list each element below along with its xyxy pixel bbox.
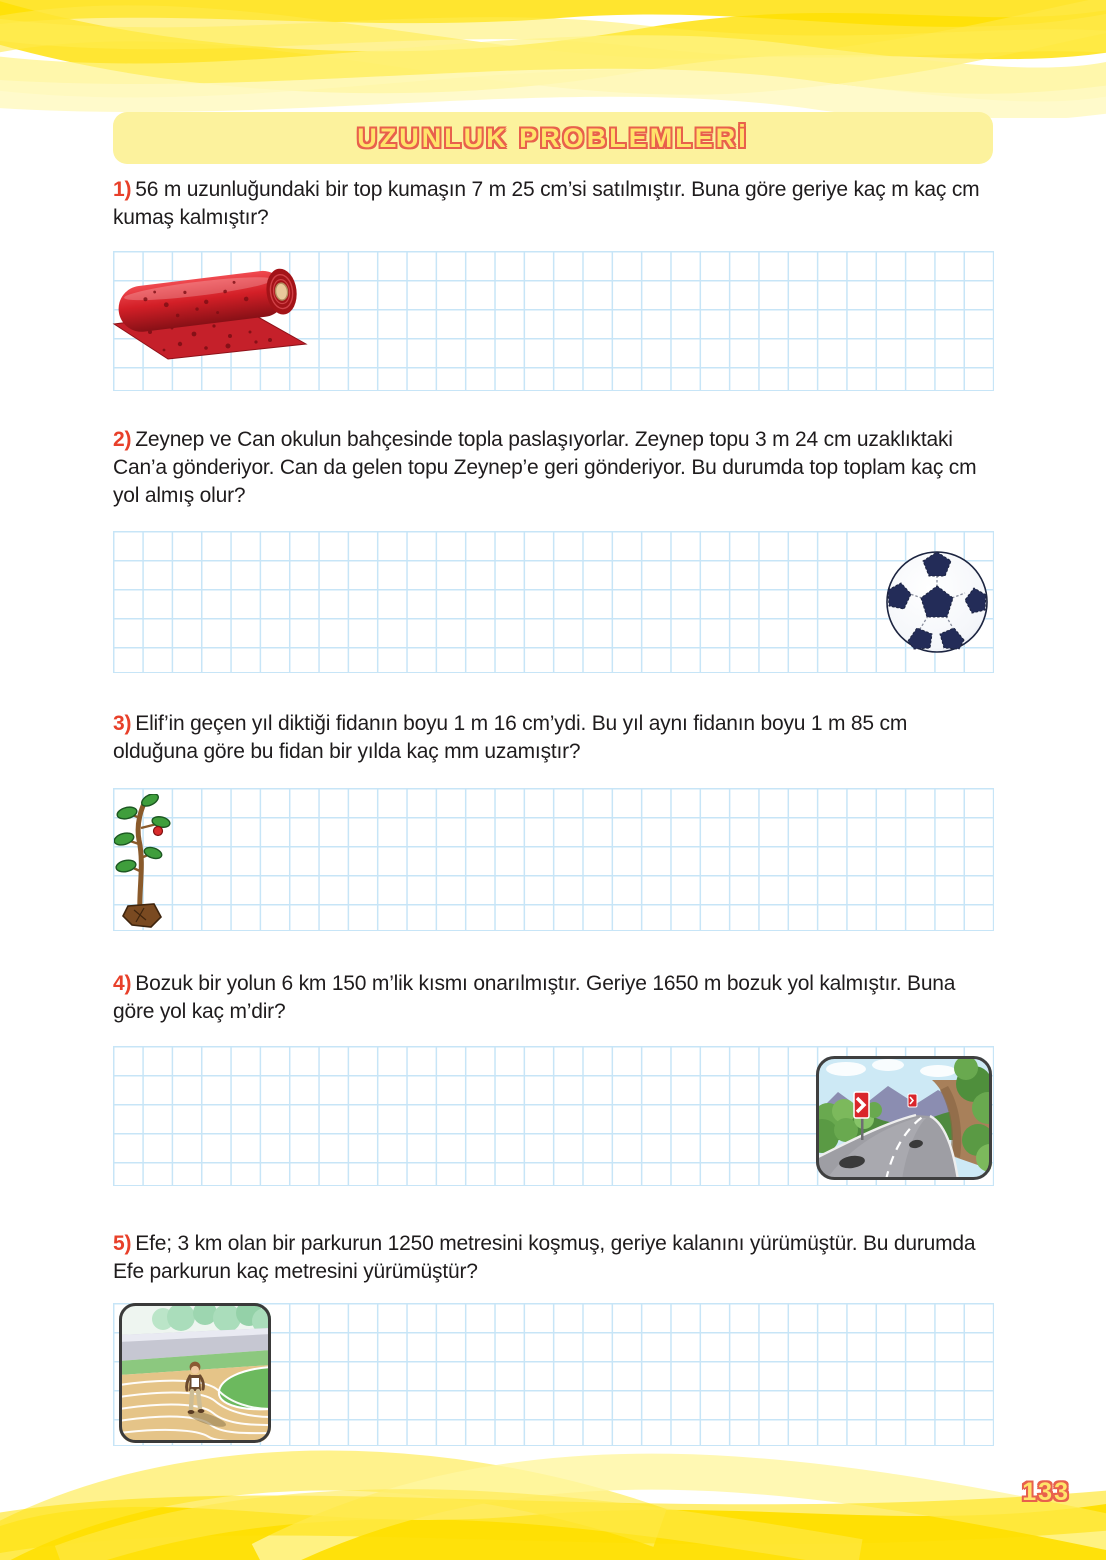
problem-4-text: Bozuk bir yolun 6 km 150 m’lik kısmı onarılmıştır. Geriye 1650 m bozuk yol kalmıştır. Buna göre yol kaç m’dir? [113,972,956,1023]
problem-3 [113,710,995,766]
sapling-illustration [114,794,172,930]
problem-3-text: Elif’in geçen yıl diktiği fidanın boyu 1 m 16 cm’ydi. Bu yıl aynı fidanın boyu 1 m 85 cm olduğuna göre bu fidan bir yılda kaç mm uzamıştır? [113,712,908,763]
answer-grid-2 [113,531,994,673]
problem-3-number: 3) [113,712,132,735]
answer-grid-3 [113,788,994,931]
problem-2-number: 2) [113,428,132,451]
problem-1-text: 56 m uzunluğundaki bir top kumaşın 7 m 25 cm’si satılmıştır. Buna göre geriye kaç m kaç cm kumaş kalmıştır? [113,178,980,229]
problem-4-number: 4) [113,972,132,995]
soccer-ball-illustration [884,549,990,655]
fabric-roll-illustration [110,262,310,362]
problem-5-number: 5) [113,1232,132,1255]
page-number: 133 [1022,1478,1070,1506]
road-illustration [816,1056,992,1180]
page-title: UZUNLUK PROBLEMLERİ [357,122,749,153]
title-banner [113,112,993,164]
problem-2-text: Zeynep ve Can okulun bahçesinde topla paslaşıyorlar. Zeynep topu 3 m 24 cm uzaklıktaki Can’a gönderiyor. Can da gelen topu Zeynep’e geri gönderiyor. Bu durumda top toplam kaç cm yol almış olur? [113,428,977,507]
problem-1 [113,176,995,232]
problem-5-text: Efe; 3 km olan bir parkurun 1250 metresini koşmuş, geriye kalanını yürümüştür. Bu durumda Efe parkurun kaç metresini yürümüştür? [113,1232,976,1283]
problem-5 [113,1230,995,1286]
problem-2 [113,426,995,510]
bottom-wave-decoration [0,1442,1106,1560]
running-track-illustration [119,1303,271,1443]
problem-4 [113,970,995,1026]
problem-1-number: 1) [113,178,132,201]
top-wave-decoration [0,0,1106,118]
